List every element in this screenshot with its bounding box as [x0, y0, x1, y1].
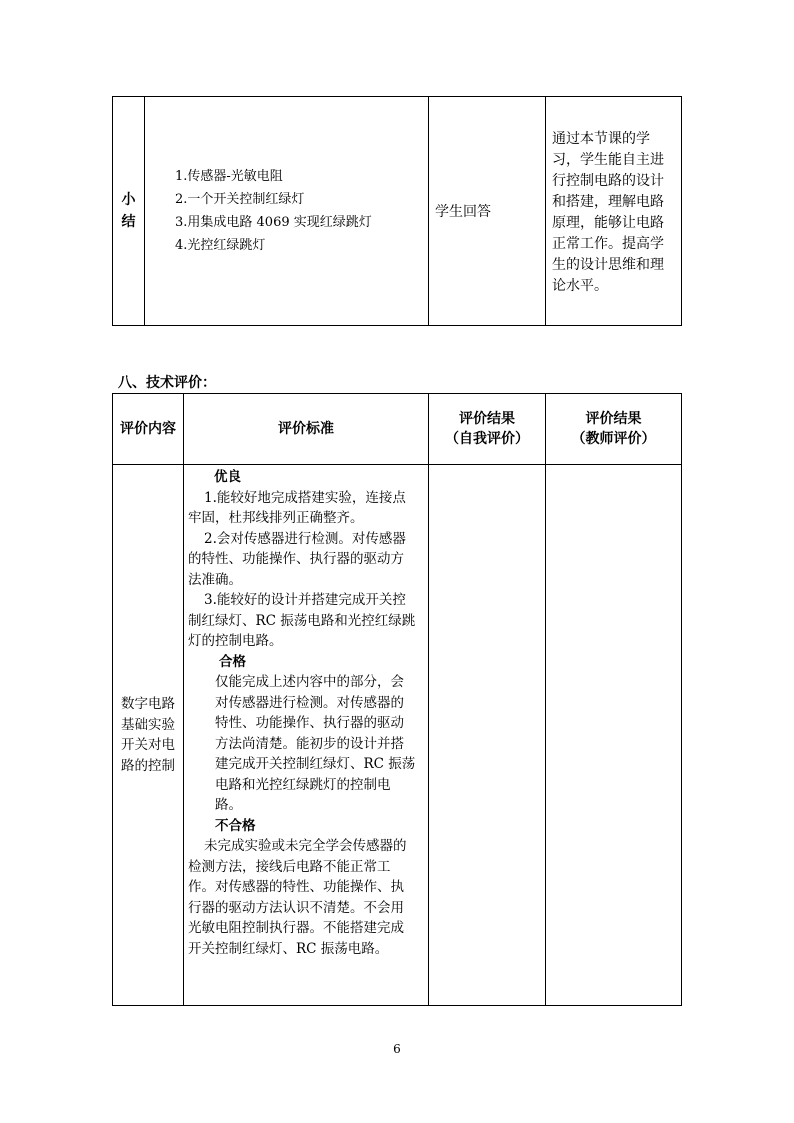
teacher-eval-result[interactable]: [546, 465, 682, 1006]
summary-item: 4.光控红绿跳灯: [175, 238, 266, 253]
summary-label-cell: [113, 97, 145, 326]
design-intent-line: 通过本节课的学: [552, 131, 650, 147]
design-intent-line: 习，学生能自主进: [552, 152, 664, 168]
grade-good-text: 1.能较好地完成搭建实验，连接点 牢固，杜邦线排列正确整齐。 2.会对传感器进行检测。对传感器 的特性、功能操作、执行器的驱动方 法准确。 3.能较好的设计并搭建完成开关控 制红绿灯、RC 振荡电路和光控红绿跳 灯的控制电路。: [188, 489, 416, 649]
design-intent-line: 正常工作。提高学: [552, 236, 664, 252]
design-intent-line: 原理，能够让电路: [552, 215, 664, 231]
student-activity-cell: [429, 97, 546, 326]
design-intent-line: 行控制电路的设计: [552, 173, 664, 189]
summary-item: 3.用集成电路 4069 实现红绿跳灯: [175, 215, 372, 230]
header-teacher-eval: 评价结果 （教师评价）: [546, 394, 682, 465]
design-intent-line: 论水平。: [552, 278, 608, 294]
evaluation-criteria: [184, 465, 429, 1006]
evaluation-table: [112, 393, 682, 1006]
design-intent-line: 和搭建，理解电路: [552, 194, 664, 210]
summary-item: 2.一个开关控制红绿灯: [175, 192, 305, 207]
summary-item: 1.传感器-光敏电阻: [175, 169, 283, 184]
summary-table: [112, 96, 682, 326]
header-content: 评价内容: [113, 394, 184, 465]
grade-good-title: 优良: [214, 469, 241, 485]
design-intent-line: 生的设计思维和理: [552, 257, 664, 273]
page-number: 6: [393, 1042, 401, 1056]
grade-pass-text: 仅能完成上述内容中的部分，会 对传感器进行检测。对传感器的 特性、功能操作、执行器的驱动 方法尚清楚。能初步的设计并搭 建完成开关控制红绿灯、RC 振荡 电路和光控红绿跳灯的控制电 路。: [215, 674, 416, 813]
header-standard: 评价标准: [184, 394, 429, 465]
self-eval-result[interactable]: [429, 465, 546, 1006]
grade-fail-title: 不合格: [215, 817, 256, 834]
section-title: 八、技术评价：: [118, 375, 216, 391]
grade-pass-title: 合格: [219, 653, 246, 670]
summary-items-cell: [145, 97, 429, 326]
grade-fail-text: 未完成实验或未完全学会传感器的 检测方法，接线后电路不能正常工 作。对传感器的特性、功能操作、执 行器的驱动方法认识不清楚。不会用 光敏电阻控制执行器。不能搭建完成 开关控制红绿灯、RC 振荡电路。: [188, 838, 407, 957]
student-activity: 学生回答: [435, 204, 491, 220]
evaluation-category: 数字电路 基础实验 开关对电 路的控制: [113, 465, 184, 1006]
summary-label: 小结: [121, 192, 136, 230]
design-intent-cell: [546, 97, 682, 326]
header-self-eval: 评价结果 （自我评价）: [429, 394, 546, 465]
